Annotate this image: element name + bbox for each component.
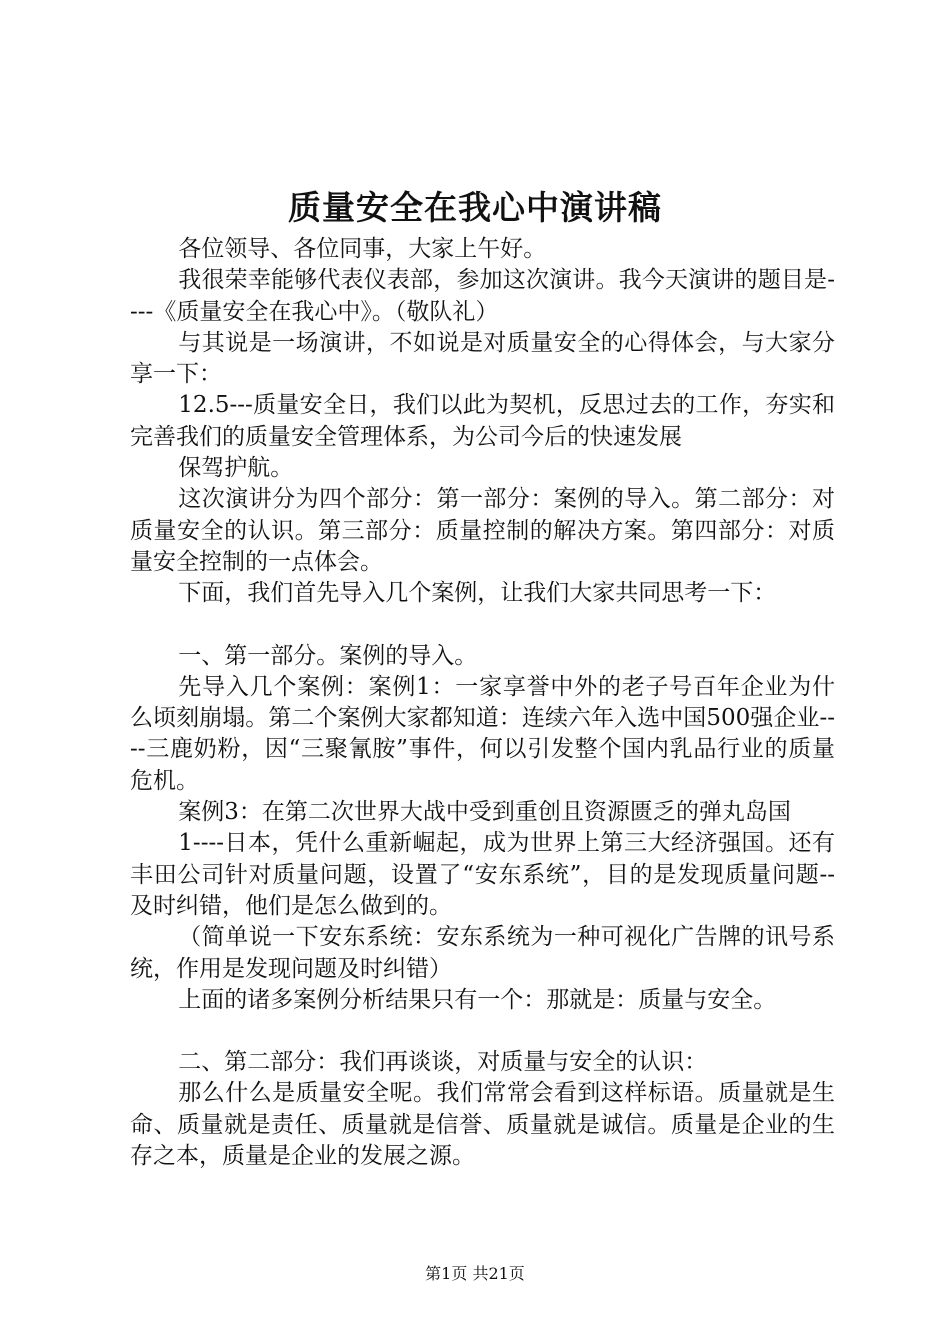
paragraph-quality-day: 12.5---质量安全日，我们以此为契机，反思过去的工作，夯实和完善我们的质量安全管理体系，为公司今后的快速发展 bbox=[130, 392, 835, 450]
paragraph-quality-day-cont: 保驾护航。 bbox=[178, 455, 294, 482]
paragraph-gap bbox=[130, 1016, 835, 1047]
paragraph-intro: 与其说是一场演讲，不如说是对质量安全的心得体会，与大家分享一下： bbox=[130, 329, 835, 388]
paragraph-japan: 1----日本，凭什么重新崛起，成为世界上第三大经济强国。还有丰田公司针对质量问题，设置了“安东系统”，目的是发现质量问题--及时纠错，他们是怎么做到的。 bbox=[130, 830, 835, 919]
paragraph-cases: 先导入几个案例：案例1：一家享誉中外的老子号百年企业为什么顷刻崩塌。第二个案例大家都知道：连续六年入选中国500强企业----三鹿奶粉，因“三聚氰胺”事件，何以引发整个国内乳品行业的质量危机。 bbox=[130, 673, 835, 794]
section-heading-part-two: 二、第二部分：我们再谈谈，对质量与安全的认识： bbox=[178, 1049, 708, 1076]
paragraph-gap bbox=[130, 610, 835, 641]
paragraph-outline: 这次演讲分为四个部分：第一部分：案例的导入。第二部分：对质量安全的认识。第三部分：质量控制的解决方案。第四部分：对质量安全控制的一点体会。 bbox=[130, 486, 835, 575]
paragraph-what-is-quality: 那么什么是质量安全呢。我们常常会看到这样标语。质量就是生命、质量就是责任、质量就是信誉、质量就是诚信。质量是企业的生存之本，质量是企业的发展之源。 bbox=[130, 1080, 835, 1170]
page-footer: 第1页 共21页 bbox=[425, 1264, 525, 1283]
paragraph-andon-note: （简单说一下安东系统：安东系统为一种可视化广告牌的讯号系统，作用是发现问题及时纠错） bbox=[130, 924, 835, 982]
paragraph-lead-in: 下面，我们首先导入几个案例，让我们大家共同思考一下： bbox=[178, 580, 777, 607]
paragraph-topic: 我很荣幸能够代表仪表部，参加这次演讲。我今天演讲的题目是----《质量安全在我心中》。（敬队礼） bbox=[130, 267, 835, 325]
document-title: 质量安全在我心中演讲稿 bbox=[288, 188, 662, 227]
section-heading-part-one: 一、第一部分。案例的导入。 bbox=[178, 642, 478, 669]
paragraph-case-three: 案例3：在第二次世界大战中受到重创且资源匮乏的弹丸岛国 bbox=[178, 799, 791, 826]
paragraph-conclusion: 上面的诸多案例分析结果只有一个：那就是：质量与安全。 bbox=[178, 986, 777, 1013]
document-body bbox=[130, 234, 835, 1172]
paragraph-greeting: 各位领导、各位同事，大家上午好。 bbox=[178, 236, 547, 262]
